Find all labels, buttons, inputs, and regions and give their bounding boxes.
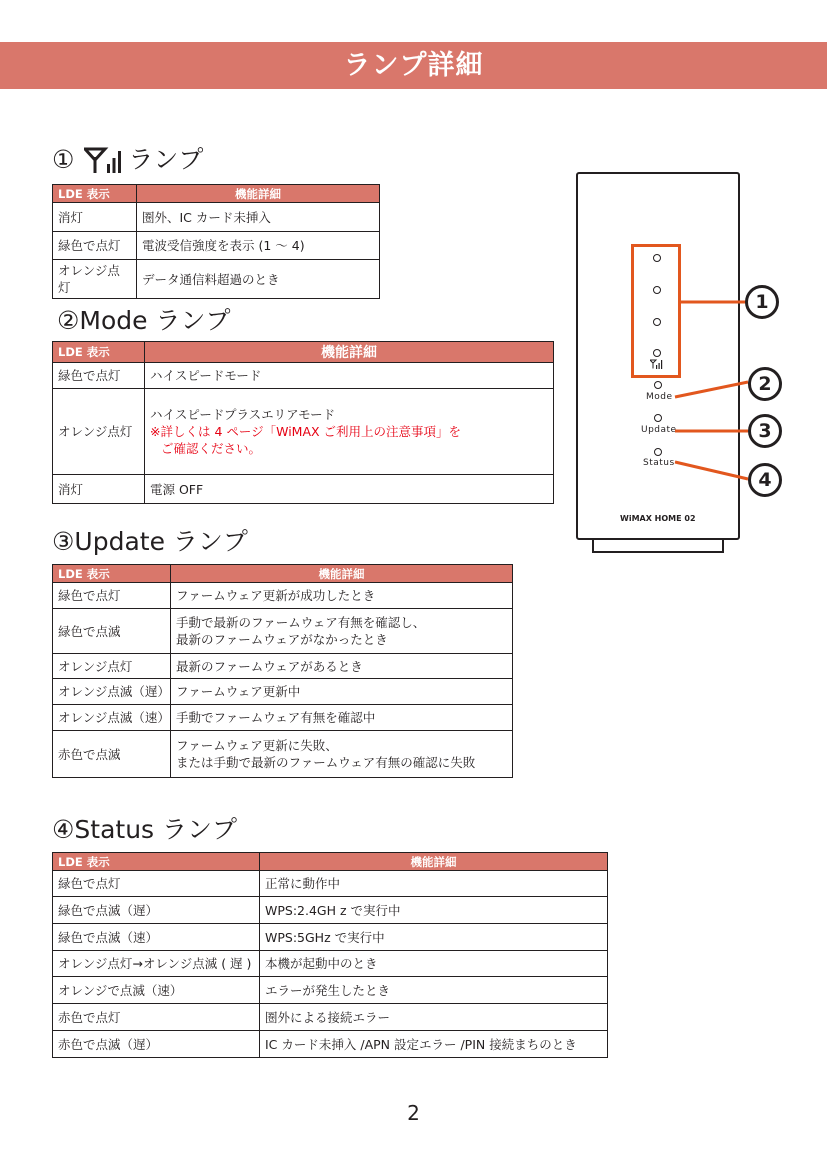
lamp-state: 緑色で点滅（速） (53, 924, 260, 951)
lamp-state: オレンジで点滅（速） (53, 977, 260, 1004)
callout-number-2: 2 (748, 367, 782, 401)
lamp-state: 消灯 (53, 475, 145, 504)
column-header-detail: 機能詳細 (171, 565, 513, 583)
callout-number-3: 3 (748, 414, 782, 448)
lamp-meaning: エラーが発生したとき (260, 977, 608, 1004)
lamp-meaning: 正常に動作中 (260, 871, 608, 897)
lamp-state: 消灯 (53, 203, 137, 232)
lamp-meaning: WPS:5GHz で実行中 (260, 924, 608, 951)
mode-section-title: ②Mode ランプ (57, 306, 231, 335)
update-led-label: Update (641, 425, 677, 435)
status-section-title: ④Status ランプ (52, 815, 238, 844)
lamp-meaning: WPS:2.4GH z で実行中 (260, 897, 608, 924)
lamp-state: オレンジ点滅（速） (53, 705, 171, 731)
signal-section-label: ランプ (128, 145, 204, 174)
callout-number-1: 1 (745, 285, 779, 319)
lamp-meaning: 圏外による接続エラー (260, 1004, 608, 1031)
lamp-state: 赤色で点灯 (53, 1004, 260, 1031)
lamp-state: 緑色で点灯 (53, 871, 260, 897)
lamp-meaning: データ通信料超過のとき (137, 260, 380, 299)
lamp-meaning: 圏外、IC カード未挿入 (137, 203, 380, 232)
column-header-detail: 機能詳細 (260, 853, 608, 871)
lamp-state: オレンジ点灯 (53, 654, 171, 679)
column-header-display: LDE 表示 (53, 853, 260, 871)
lamp-meaning: 本機が起動中のとき (260, 951, 608, 977)
lamp-state: 緑色で点灯 (53, 583, 171, 609)
caution-note-continued: ご確認ください。 (161, 441, 262, 456)
mode-led-label: Mode (646, 392, 673, 402)
caution-note: ※詳しくは 4 ページ「WiMAX ご利用上の注意事項」を (150, 424, 462, 439)
column-header-detail: 機能詳細 (137, 185, 380, 203)
meaning-line: 最新のファームウェアがなかったとき (176, 632, 388, 647)
signal-section-number: ① (52, 145, 75, 174)
lamp-meaning: 最新のファームウェアがあるとき (171, 654, 513, 679)
column-header-display: LDE 表示 (53, 565, 171, 583)
meaning-line: ファームウェア更新に失敗、 (176, 738, 338, 753)
lamp-state: オレンジ点灯→オレンジ点滅 ( 遅 ) (53, 951, 260, 977)
meaning-line: または手動で最新のファームウェア有無の確認に失敗 (176, 755, 476, 770)
lamp-state: 赤色で点滅 (53, 731, 171, 778)
lamp-meaning: ファームウェア更新が成功したとき (171, 583, 513, 609)
update-section-title: ③Update ランプ (52, 527, 248, 556)
lamp-state: 緑色で点滅（遅） (53, 897, 260, 924)
lamp-meaning: 電波受信強度を表示 (1 ～ 4) (137, 232, 380, 260)
callout-number-4: 4 (748, 463, 782, 497)
column-header-display: LDE 表示 (53, 342, 145, 363)
device-model-name: WiMAX HOME 02 (620, 514, 696, 523)
lamp-meaning: IC カード未挿入 /APN 設定エラー /PIN 接続まちのとき (260, 1031, 608, 1058)
status-led-label: Status (643, 458, 675, 468)
lamp-state: 緑色で点灯 (53, 232, 137, 260)
meaning-line: 手動で最新のファームウェア有無を確認し、 (176, 615, 426, 630)
column-header-detail: 機能詳細 (145, 342, 554, 363)
lamp-meaning: ハイスピードモード (145, 363, 554, 389)
lamp-state: オレンジ点滅（遅） (53, 679, 171, 705)
lamp-state: 赤色で点滅（遅） (53, 1031, 260, 1058)
lamp-state: オレンジ点灯 (53, 389, 145, 475)
lamp-meaning: 手動でファームウェア有無を確認中 (171, 705, 513, 731)
page-banner-title: ランプ詳細 (0, 42, 827, 89)
lamp-meaning: ファームウェア更新中 (171, 679, 513, 705)
lamp-meaning: 電源 OFF (145, 475, 554, 504)
lamp-state: オレンジ点灯 (53, 260, 137, 299)
column-header-display: LDE 表示 (53, 185, 137, 203)
page-number: 2 (407, 1101, 420, 1125)
lamp-state: 緑色で点滅 (53, 609, 171, 654)
lamp-state: 緑色で点灯 (53, 363, 145, 389)
mode-description: ハイスピードプラスエリアモード (150, 407, 336, 422)
